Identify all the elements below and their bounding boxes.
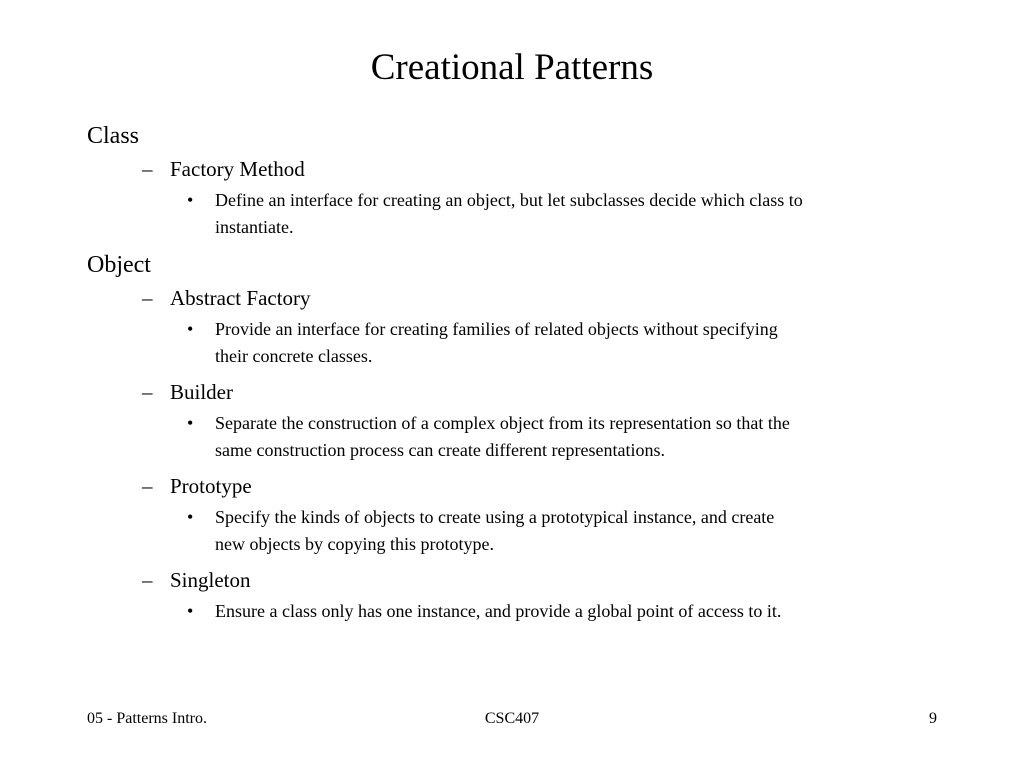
section-heading-class: Class (87, 123, 140, 149)
footer-course-code: CSC407 (484, 710, 540, 727)
bullet-marker: • (187, 413, 194, 433)
dash-marker: – (142, 568, 153, 592)
dash-marker: – (142, 286, 153, 310)
footer-lecture-title: 05 - Patterns Intro. (87, 710, 207, 727)
pattern-singleton (87, 566, 967, 594)
dash-marker: – (142, 474, 153, 498)
pattern-description (87, 598, 995, 625)
pattern-name: Singleton (170, 568, 251, 592)
description-text: Specify the kinds of objects to create using a prototypical instance, and create new objects by copying this prototype. (215, 507, 775, 554)
pattern-description (87, 504, 805, 558)
description-text: Define an interface for creating an object, but let subclasses decide which class to instantiate. (215, 190, 803, 237)
bullet-marker: • (187, 601, 194, 621)
pattern-description (87, 316, 805, 370)
slide-title: Creational Patterns (370, 47, 654, 88)
pattern-abstract-factory (87, 284, 967, 312)
pattern-name: Factory Method (170, 157, 305, 181)
bullet-marker: • (187, 190, 194, 210)
bullet-marker: • (187, 507, 194, 527)
slide-content (87, 120, 967, 633)
pattern-builder (87, 378, 967, 406)
pattern-description (87, 410, 805, 464)
pattern-name: Abstract Factory (170, 286, 311, 310)
bullet-marker: • (187, 319, 194, 339)
description-text: Separate the construction of a complex object from its representation so that the same construction process can create different representations. (215, 413, 790, 460)
pattern-description (87, 187, 805, 241)
pattern-name: Builder (170, 380, 233, 404)
pattern-name: Prototype (170, 474, 252, 498)
dash-marker: – (142, 157, 153, 181)
description-text: Ensure a class only has one instance, and provide a global point of access to it. (215, 601, 782, 621)
pattern-factory-method (87, 155, 967, 183)
section-heading-object: Object (87, 252, 151, 278)
footer-page-number: 9 (929, 710, 937, 727)
dash-marker: – (142, 380, 153, 404)
description-text: Provide an interface for creating families of related objects without specifying their concrete classes. (215, 319, 778, 366)
pattern-prototype (87, 472, 967, 500)
